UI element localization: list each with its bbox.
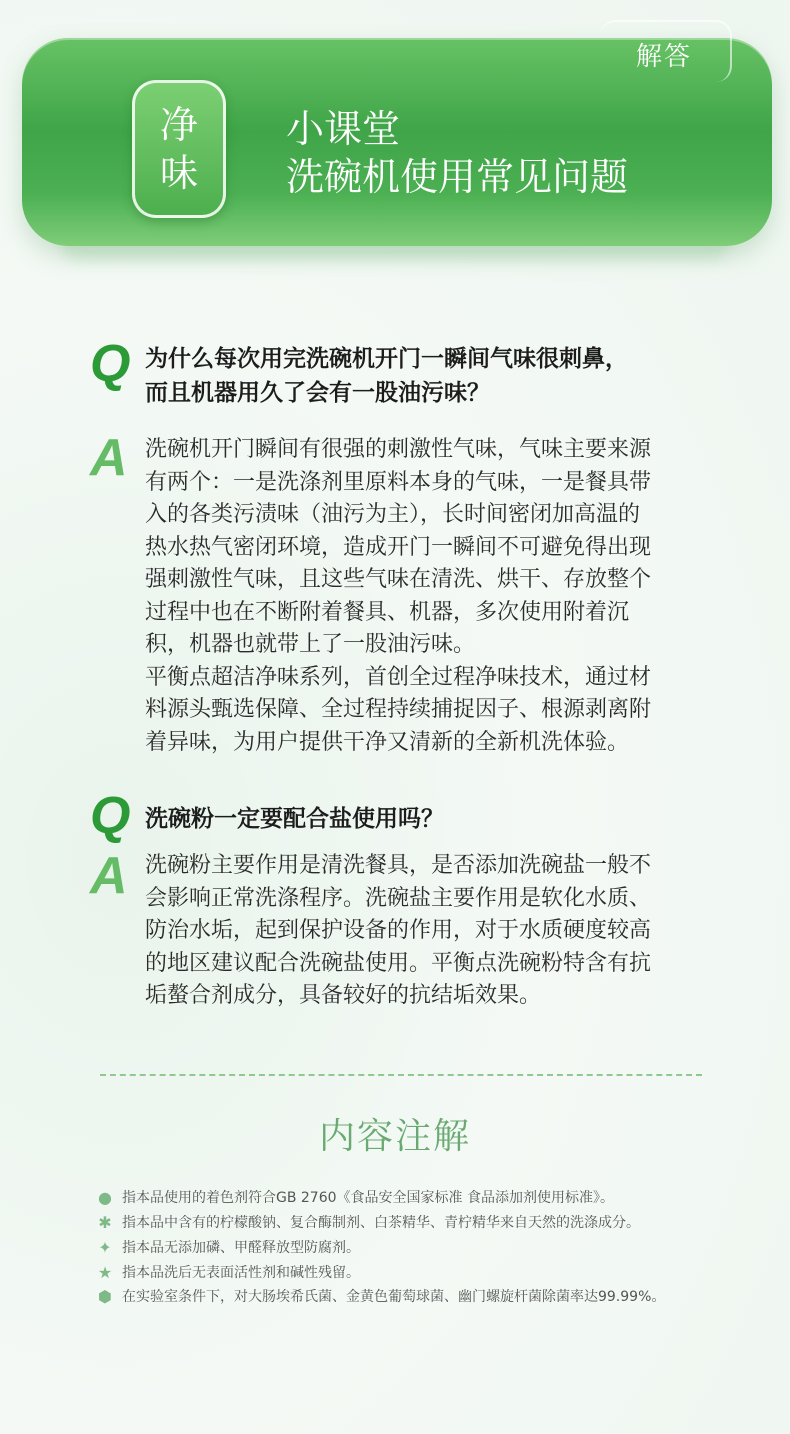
answer-2-line: 会影响正常洗涤程序。洗碗盐主要作用是软化水质、 xyxy=(145,885,652,911)
note-text: 指本品无添加磷、甲醛释放型防腐剂。 xyxy=(122,1240,360,1256)
note-text: 指本品中含有的柠檬酸钠、复合酶制剂、白茶精华、青柠精华来自天然的洗涤成分。 xyxy=(122,1215,640,1231)
hexagon-icon: ⬢ xyxy=(98,1286,112,1306)
dashed-divider xyxy=(100,1074,702,1076)
note-item xyxy=(96,1212,640,1232)
question-2 xyxy=(145,802,444,836)
star-icon: ★ xyxy=(97,1262,113,1282)
note-item xyxy=(96,1286,665,1306)
answer-2-line: 洗碗粉主要作用是清洗餐具，是否添加洗碗盐一般不 xyxy=(145,853,652,878)
notes-title: 内容注解 xyxy=(318,1116,471,1157)
note-text: 指本品洗后无表面活性剂和碱性残留。 xyxy=(122,1265,360,1281)
answer-1-line: 洗碗机开门瞬间有很强的刺激性气味，气味主要来源 xyxy=(145,437,652,462)
question-1 xyxy=(145,342,628,410)
note-text: 在实验室条件下，对大肠埃希氏菌、金黄色葡萄球菌、幽门螺旋杆菌除菌率达99.99%。 xyxy=(122,1289,666,1305)
answer-2-line: 防治水垢，起到保护设备的作用，对于水质硬度较高 xyxy=(145,918,652,943)
answer-1-line: 积，机器也就带上了一股油污味。 xyxy=(145,632,476,657)
answer-2-line: 垢螯合剂成分，具备较好的抗结垢效果。 xyxy=(145,983,542,1008)
note-item xyxy=(96,1262,360,1282)
answer-1-line: 入的各类污渍味（油污为主），长时间密闭加高温的 xyxy=(145,502,641,527)
note-text: 指本品使用的着色剂符合GB 2760《食品安全国家标准 食品添加剂使用标准》。 xyxy=(122,1190,614,1206)
page-subtitle: 小课堂 xyxy=(286,107,401,151)
answer-tag: 解答 xyxy=(636,42,693,72)
page-title: 洗碗机使用常见问题 xyxy=(286,155,629,199)
note-item xyxy=(96,1187,614,1207)
answer-1-line: 热水热气密闭环境，造成开门一瞬间不可避免得出现 xyxy=(145,534,652,560)
answer-mark-2: A xyxy=(90,847,128,905)
answer-1-line: 料源头甄选保障、全过程持续捕捉因子、根源剥离附 xyxy=(145,697,652,722)
answer-1-line: 过程中也在不断附着餐具、机器，多次使用附着沉 xyxy=(145,599,630,625)
sparkle-icon: ✦ xyxy=(98,1237,112,1257)
question-mark-1: Q xyxy=(90,335,131,393)
question-2-line: 洗碗粉一定要配合盐使用吗？ xyxy=(145,806,444,832)
question-mark-2: Q xyxy=(90,787,131,845)
badge-char-1: 净 xyxy=(159,103,198,147)
answer-1-line: 着异味，为用户提供干净又清新的全新机洗体验。 xyxy=(145,729,630,755)
note-item xyxy=(96,1237,360,1257)
answer-1-line: 有两个：一是洗涤剂里原料本身的气味，一是餐具带 xyxy=(145,469,652,495)
asterisk-icon: ✱ xyxy=(98,1212,112,1232)
answer-2-line: 的地区建议配合洗碗盐使用。平衡点洗碗粉特含有抗 xyxy=(145,950,652,976)
answer-mark-1: A xyxy=(90,429,128,487)
answer-1-line: 强刺激性气味，且这些气味在清洗、烘干、存放整个 xyxy=(145,567,652,592)
question-1-line: 而且机器用久了会有一股油污味？ xyxy=(145,380,490,406)
badge-char-2: 味 xyxy=(159,151,198,195)
answer-2 xyxy=(145,850,705,1013)
circle-icon: ● xyxy=(98,1187,112,1207)
answer-1 xyxy=(145,434,705,759)
question-1-line: 为什么每次用完洗碗机开门一瞬间气味很刺鼻， xyxy=(145,346,628,372)
badge xyxy=(132,80,226,218)
answer-1-line: 平衡点超洁净味系列，首创全过程净味技术，通过材 xyxy=(145,664,652,690)
